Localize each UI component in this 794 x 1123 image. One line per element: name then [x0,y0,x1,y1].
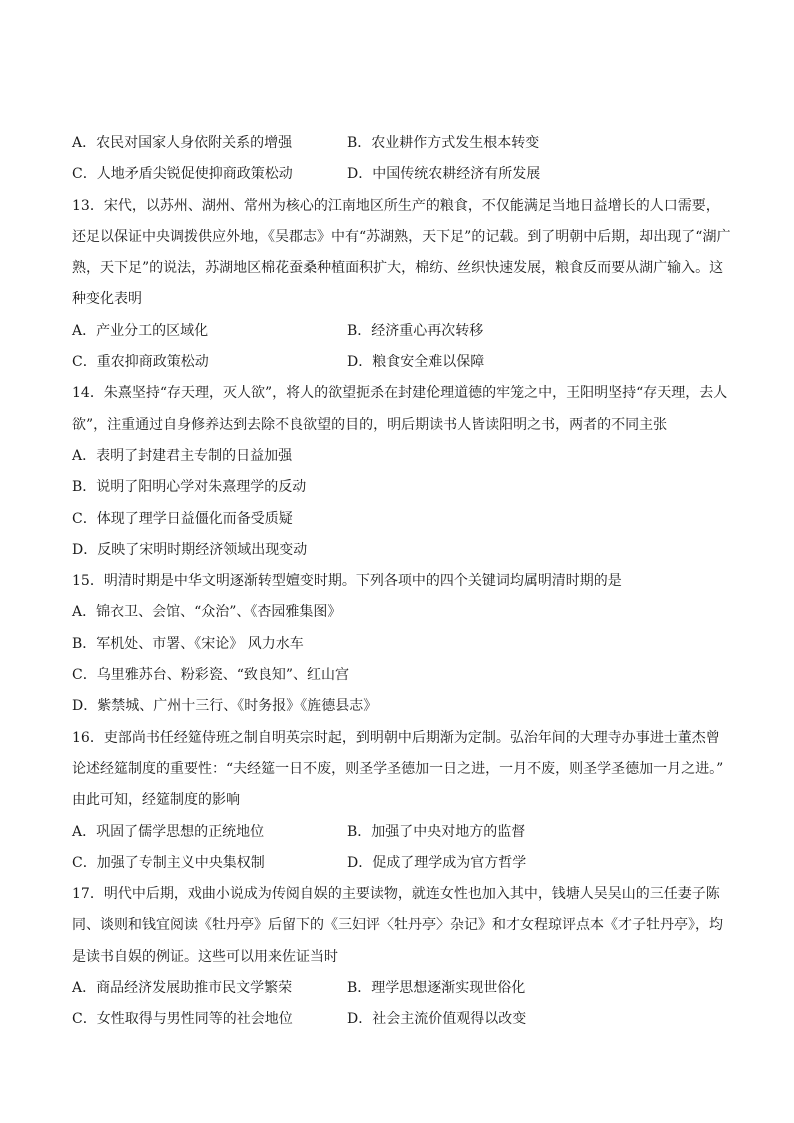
option-row [72,347,727,378]
q15-option-a: A．锦衣卫、会馆、“众治”、《杏园雅集图》 [72,604,342,621]
q17-stem-line: 17．明代中后期，戏曲小说成为传阅自娱的主要读物，就连女性也加入其中，钱塘人吴吴山的三任妻子陈 [72,886,720,903]
q13-stem-line: 种变化表明 [72,291,142,308]
q15-option-b: B．军机处、市署、《宋论》 风力水车 [72,635,304,652]
option-row [72,159,727,190]
q16-option-d: D．促成了理学成为官方哲学 [347,854,527,871]
q17-option-b: B．理学思想逐渐实现世俗化 [347,980,526,997]
question-14 [72,378,727,566]
q17-stem-line: 同、谈则和钱宜阅读《牡丹亭》后留下的《三妇评〈牡丹亭〉杂记》和才女程琼评点本《才子牡丹亭》，均 [72,917,723,934]
exam-page [72,128,731,1036]
q12-option-c: C．人地矛盾尖锐促使抑商政策松动 [72,166,293,183]
question-17 [72,879,727,1035]
question-16 [72,723,727,879]
option-row [72,848,727,879]
option-row [72,973,727,1004]
q12-option-b: B．农业耕作方式发生根本转变 [347,135,540,151]
q16-option-b: B．加强了中央对地方的监督 [347,823,526,840]
question-13 [72,191,731,379]
q13-option-b: B．经济重心再次转移 [347,322,484,339]
q16-stem-line: 16．吏部尚书任经筵侍班之制自明英宗时起，到明朝中后期渐为定制。弘治年间的大理寺办事进士董杰曾 [72,729,720,746]
q13-stem-line: 熟，天下足”的说法，苏湖地区棉花蚕桑种植面积扩大，棉纺、丝织快速发展，粮食反而要从湖广输入。这 [72,260,724,277]
option-row [72,1004,727,1035]
question-15 [72,566,727,722]
q13-stem-line: 还足以保证中央调拨供应外地，《吴郡志》中有“苏湖熟，天下足”的记载。到了明朝中后期，却出现了“湖广 [72,228,731,245]
q13-option-d: D．粮食安全难以保障 [347,354,485,371]
q15-option-d: D．紫禁城、广州十三行、《时务报》《旌德县志》 [72,698,378,715]
q14-option-c: C．体现了理学日益僵化而备受质疑 [72,510,293,527]
q13-option-c: C．重农抑商政策松动 [72,354,209,371]
q16-option-a: A．巩固了儒学思想的正统地位 [72,823,265,840]
q14-option-b: B．说明了阳明心学对朱熹理学的反动 [72,479,307,496]
question-12 [72,128,727,191]
q14-option-a: A．表明了封建君主专制的日益加强 [72,447,293,464]
option-row [72,128,727,159]
q16-stem-line: 由此可知，经筵制度的影响 [72,792,240,809]
q13-stem-line: 13．宋代，以苏州、湖州、常州为核心的江南地区所生产的粮食，不仅能满足当地日益增长的人口需要， [72,197,720,214]
option-row [72,817,727,848]
q17-option-a: A．商品经济发展助推市民文学繁荣 [72,980,293,997]
q14-stem-line: 14．朱熹坚持“存天理，灭人欲”，将人的欲望扼杀在封建伦理道德的牢笼之中，王阳明坚持“存天理，去人 [72,385,728,402]
q17-option-c: C．女性取得与男性同等的社会地位 [72,1011,293,1028]
q16-option-c: C．加强了专制主义中央集权制 [72,854,265,871]
q17-option-d: D．社会主流价值观得以改变 [347,1011,527,1028]
q15-option-c: C．乌里雅苏台、粉彩瓷、“致良知”、红山宫 [72,667,350,684]
q13-option-a: A．产业分工的区域化 [72,322,209,339]
q17-stem-line: 是读书自娱的例证。这些可以用来佐证当时 [72,948,338,965]
option-row [72,316,727,347]
q16-stem-line: 论述经筵制度的重要性：“夫经筵一日不废，则圣学圣德加一日之进，一月不废，则圣学圣德加一月之进。” [72,760,724,777]
q14-stem-line: 欲”，注重通过自身修养达到去除不良欲望的目的，明后期读书人皆读阳明之书，两者的不同主张 [72,416,668,433]
q14-option-d: D．反映了宋明时期经济领域出现变动 [72,541,308,558]
q12-option-a: A．农民对国家人身依附关系的增强 [72,135,293,151]
q15-stem-line: 15．明清时期是中华文明逐渐转型嬗变时期。下列各项中的四个关键词均属明清时期的是 [72,573,622,590]
q12-option-d: D．中国传统农耕经济有所发展 [347,166,541,183]
